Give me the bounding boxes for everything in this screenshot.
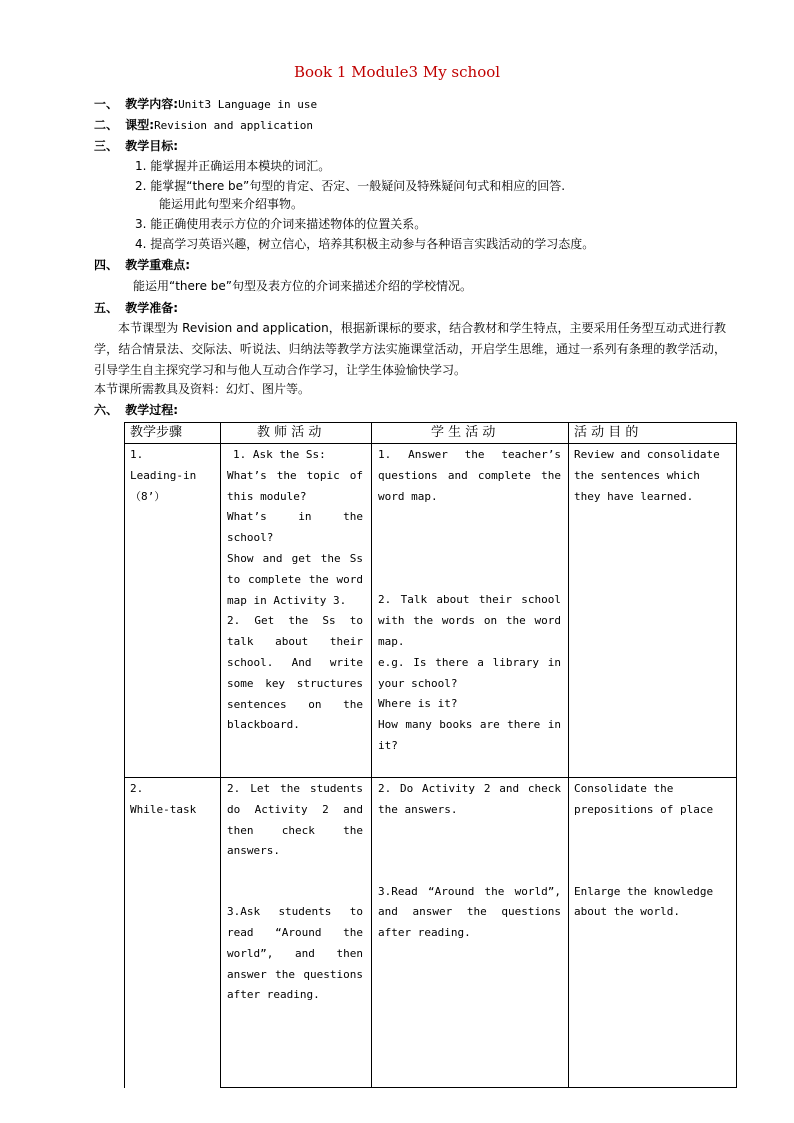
section-heading: 教学内容: — [125, 97, 179, 111]
objective-item: 2. 能掌握“there be”句型的肯定、否定、一般疑问及特殊疑问句式和相应的回答. — [135, 179, 566, 193]
section-process — [94, 402, 178, 419]
table-border-left — [124, 422, 125, 1088]
purpose-line: Review and consolidate the sentences which they have learned. — [574, 448, 720, 503]
section-number: 六、 — [94, 403, 119, 417]
section-objectives — [94, 138, 178, 155]
table-header-teacher: 教 师 活 动 — [257, 425, 322, 440]
step-duration: （8’） — [130, 489, 166, 503]
student-activity-line: How many books are there in it? — [378, 718, 561, 752]
student-activity-line: 2. Talk about their school with the words on the word map. — [378, 593, 561, 648]
key-points-text: 能运用“there be”句型及表方位的介词来描述介绍的学校情况。 — [133, 279, 472, 293]
section-content — [94, 96, 317, 113]
section-preparation — [94, 300, 178, 317]
lesson-process-table — [124, 422, 737, 1088]
teacher-activity-line: 1. Ask the Ss: — [233, 448, 326, 461]
objective-item-continued: 能运用此句型来介绍事物。 — [159, 197, 304, 211]
purpose-line: Consolidate the prepositions of place — [574, 782, 714, 816]
step-name: Leading-in — [130, 468, 197, 482]
step-number: 1. — [130, 448, 144, 461]
table-header-purpose: 活 动 目 的 — [574, 425, 639, 440]
student-activity-line: Where is it? — [378, 697, 458, 711]
step-name: While-task — [130, 802, 197, 816]
row1-teacher-activity — [227, 445, 363, 736]
student-activity-line: 1. Answer the teacher’s questions and complete the word map. — [378, 448, 561, 503]
section-heading: 教学过程: — [125, 403, 179, 417]
student-activity-line: 3.Read “Around the world”, and answer the questions after reading. — [378, 884, 561, 940]
table-border-right — [736, 422, 737, 1088]
student-activity-line: 2. Do Activity 2 and check the answers. — [378, 782, 561, 816]
table-header-step: 教学步骤 — [130, 425, 183, 440]
section-number: 二、 — [94, 118, 119, 132]
row1-step — [130, 445, 216, 507]
row2-step — [130, 779, 216, 821]
section-number: 三、 — [94, 139, 119, 153]
section-key-points — [94, 257, 190, 274]
table-divider — [568, 422, 569, 1088]
row2-student-activity — [378, 779, 561, 944]
table-divider — [220, 422, 221, 1088]
student-activity-line: e.g. Is there a library in your school? — [378, 655, 561, 690]
objective-item: 3. 能正确使用表示方位的介词来描述物体的位置关系。 — [135, 217, 427, 231]
teacher-activity-line: 3.Ask students to read “Around the world”, and then answer the questions after reading. — [227, 905, 363, 1002]
section-heading: 教学准备: — [125, 301, 179, 315]
objective-item: 4. 提高学习英语兴趣，树立信心，培养其积极主动参与各种语言实践活动的学习态度。 — [135, 237, 595, 251]
teacher-activity-line: 2. Let the students do Activity 2 and then check the answers. — [227, 782, 363, 858]
teacher-activity-line: What’s in the school? — [227, 510, 363, 545]
section-number: 五、 — [94, 301, 119, 315]
preparation-materials: 本节课所需教具及资料：幻灯、图片等。 — [94, 382, 311, 396]
section-heading: 教学目标: — [125, 139, 179, 153]
row1-purpose — [574, 445, 732, 507]
step-number: 2. — [130, 782, 144, 795]
teacher-activity-line: 2. Get the Ss to talk about their school. And write some key structures sentences on the blackboard. — [227, 614, 363, 732]
row1-student-activity — [378, 445, 561, 757]
section-lesson-type — [94, 117, 313, 134]
section-text: Unit3 Language in use — [178, 98, 318, 111]
preparation-paragraph — [94, 318, 726, 381]
purpose-line: Enlarge the knowledge about the world. — [574, 884, 714, 919]
teacher-activity-line: Show and get the Ss to complete the word map in Activity 3. — [227, 551, 363, 607]
table-border-bottom — [220, 1087, 737, 1088]
row2-purpose — [574, 779, 732, 923]
section-number: 四、 — [94, 258, 119, 272]
section-heading: 教学重难点: — [125, 258, 191, 272]
section-heading: 课型: — [125, 118, 155, 132]
document-title: Book 1 Module3 My school — [293, 63, 501, 81]
table-row-divider — [124, 777, 737, 778]
table-divider — [371, 422, 372, 1088]
table-header-student: 学 生 活 动 — [431, 425, 496, 440]
row2-teacher-activity — [227, 779, 363, 1006]
section-text: Revision and application — [154, 119, 314, 132]
table-header-divider — [124, 443, 737, 444]
objective-item: 1. 能掌握并正确运用本模块的词汇。 — [135, 159, 331, 173]
section-number: 一、 — [94, 97, 119, 111]
teacher-activity-line: What’s the topic of this module? — [227, 468, 363, 503]
preparation-text: 本节课型为 Revision and application，根据新课标的要求，结合教材和学生特点，主要采用任务型互动式进行教学，结合情景法、交际法、听说法、归纳法等教学方法实施课堂活动，开启学生思维，通过一系列有条理的教学活动，引导学生自主探究学习和与他人互动合作学习，让学生体验愉快学习。 — [94, 321, 726, 377]
